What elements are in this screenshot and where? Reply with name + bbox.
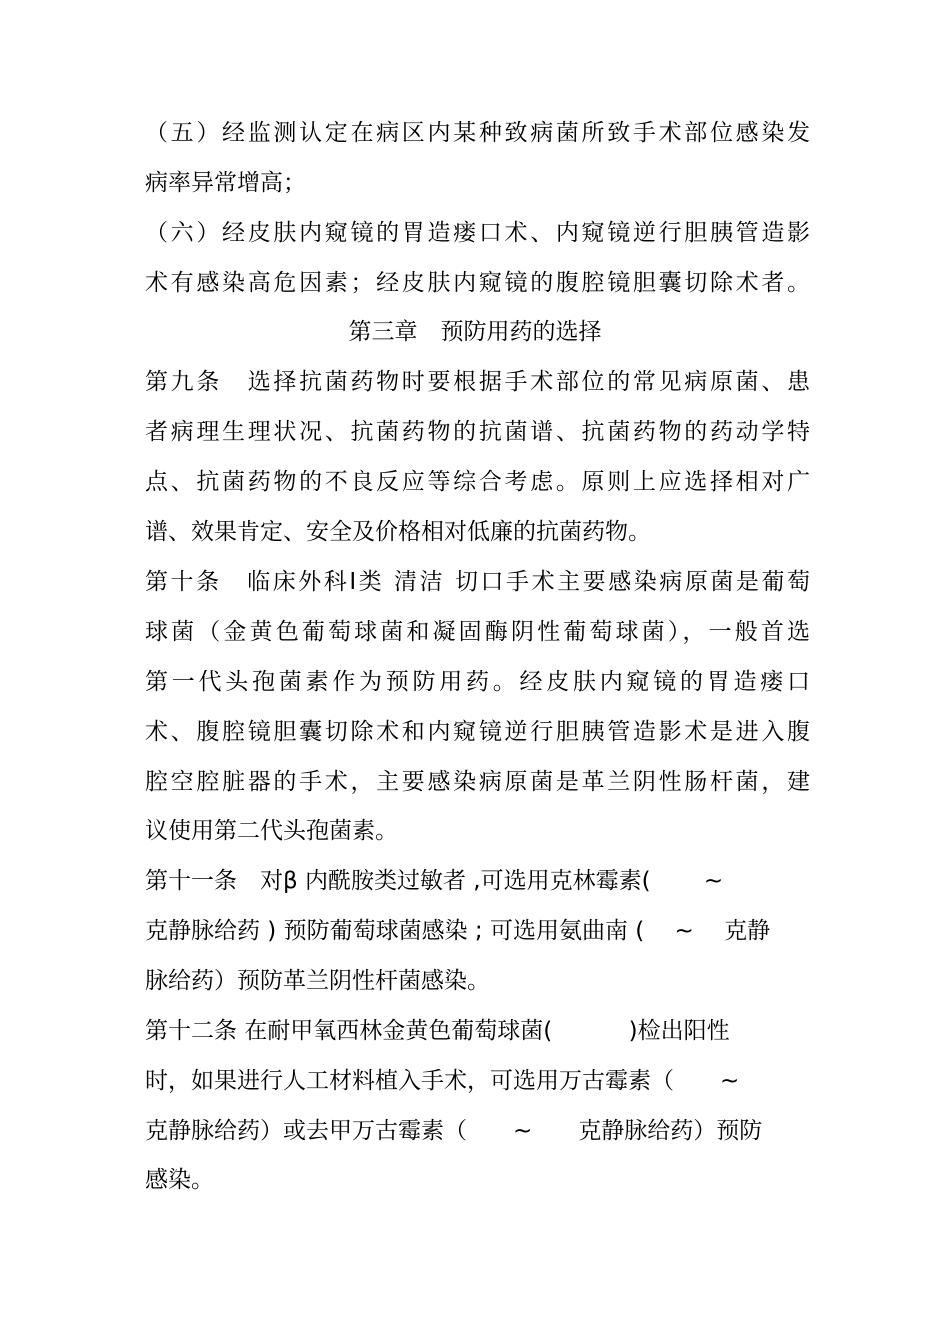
- text-line: 时，如果进行人工材料植入手术，可选用万古霉素（ ~: [145, 1068, 740, 1094]
- text-line: 谱、效果肯定、安全及价格相对低廉的抗菌药物。: [145, 519, 651, 545]
- text-line: 第十二条 在耐甲氧西林金黄色葡萄球菌( )检出阳性: [145, 1018, 730, 1044]
- text-line: 感染。: [145, 1167, 214, 1193]
- text-line: 病率异常增高；: [145, 170, 306, 196]
- text-line: 术有感染高危因素；经皮肤内窥镜的腹腔镜胆囊切除术者。: [145, 270, 810, 296]
- text-line: 者病理生理状况、抗菌药物的抗菌谱、抗菌药物的药动学特: [145, 419, 810, 445]
- text-line: 议使用第二代头孢菌素。: [145, 818, 398, 844]
- text-line: 克静脉给药）或去甲万古霉素（ ~ 克静脉给药）预防: [145, 1118, 763, 1144]
- text-line: 球菌（金黄色葡萄球菌和凝固酶阴性葡萄球菌），一般首选: [145, 619, 810, 645]
- text-line: 脉给药）预防革兰阴性杆菌感染。: [145, 968, 490, 994]
- text-line: （五）经监测认定在病区内某种致病菌所致手术部位感染发: [145, 120, 810, 146]
- text-line: 第一代头孢菌素作为预防用药。经皮肤内窥镜的胃造瘘口: [145, 669, 810, 695]
- text-line: 第九条 选择抗菌药物时要根据手术部位的常见病原菌、患: [145, 369, 810, 395]
- text-line: 克静脉给药 ) 预防葡萄球菌感染 ; 可选用氨曲南 ( ~ 克静: [145, 918, 771, 944]
- text-line: 第十条 临床外科I类 清洁 切口手术主要感染病原菌是葡萄: [145, 569, 810, 595]
- text-line: 术、腹腔镜胆囊切除术和内窥镜逆行胆胰管造影术是进入腹: [145, 719, 810, 745]
- text-line: 腔空腔脏器的手术，主要感染病原菌是革兰阴性肠杆菌，建: [145, 769, 810, 795]
- chapter-heading: 第三章 预防用药的选择: [348, 319, 602, 345]
- text-line: 点、抗菌药物的不良反应等综合考虑。原则上应选择相对广: [145, 469, 810, 495]
- text-line: （六）经皮肤内窥镜的胃造瘘口术、内窥镜逆行胆胰管造影: [145, 220, 810, 246]
- text-line: 第十一条 对β 内酰胺类过敏者 ,可选用克林霉素( ~: [145, 868, 724, 894]
